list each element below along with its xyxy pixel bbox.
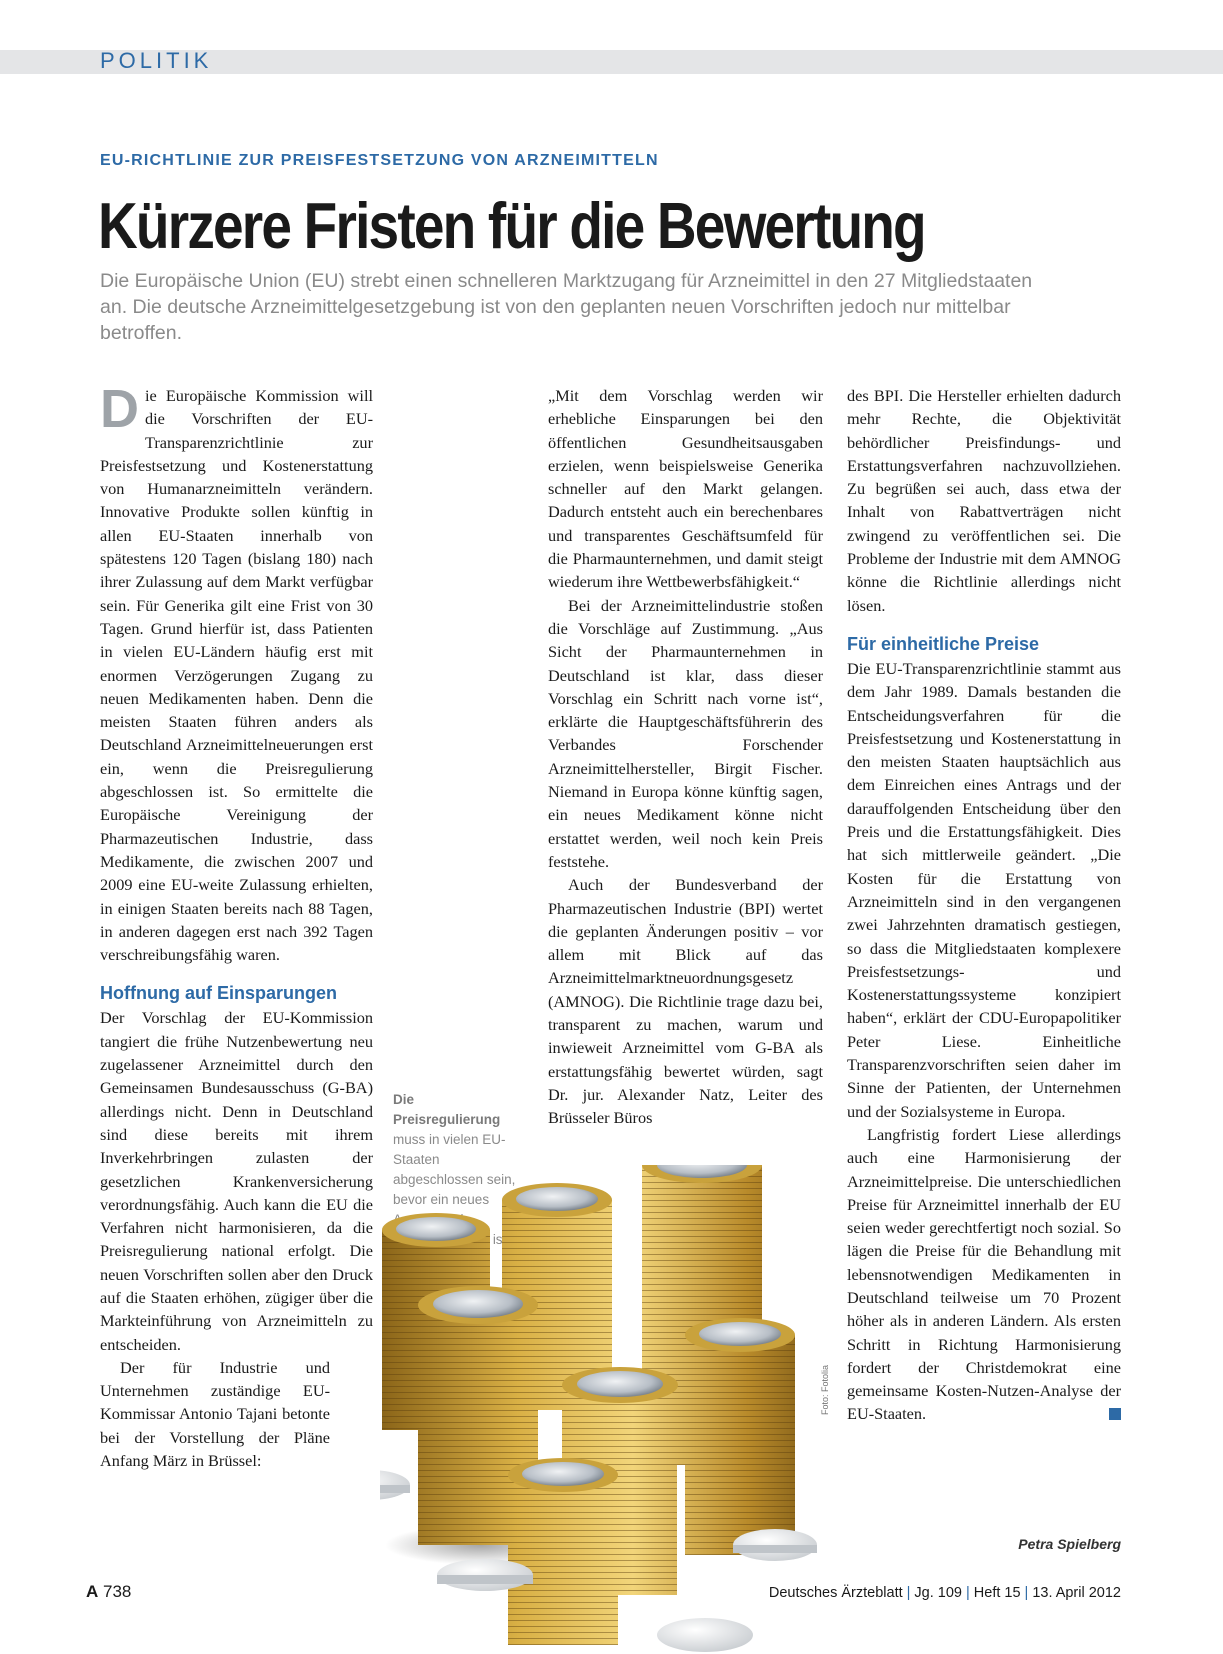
caption-rest: muss in vielen EU-Staaten abgeschlossen sein, bevor ein neues ist.: [393, 1132, 516, 1247]
column3-paragraph-3-text: Langfristig fordert Liese allerdings auch eine Harmonisierung der Arzneimittelpreise. Die unterschiedlichen Preise für Arzneimittel innerhalb der EU seien weder gerechtfertigt noch sozial. So lägen die Preise für die Behandlung mit lebensnotwendigen Medikamenten in Deutschland teilweise um 70 Prozent höher als in anderen Ländern. Als ersten Schritt in Richtung Harmonisierung fordert der Christdemokrat eine gemeinsame Kosten-Nutzen-Analyse der EU-Staaten.: [847, 1124, 1121, 1424]
footer-separator: |: [1024, 1585, 1029, 1601]
text-column-2: [548, 384, 823, 1130]
footer-issue: Heft 15: [973, 1585, 1021, 1601]
subheading-hoffnung: Hoffnung auf Einsparungen: [100, 983, 337, 1004]
column1-paragraph-3: Der für Industrie und Unternehmen zuständige EU-Kommissar Antonio Tajani betonte bei der Vorstellung der Pläne Anfang März in Brüssel:: [100, 1357, 330, 1471]
footer-volume: Jg. 109: [914, 1585, 962, 1601]
page-number: [86, 1582, 131, 1602]
footer-date: 13. April 2012: [1032, 1585, 1121, 1601]
text-column-1: [100, 379, 373, 1472]
text-column-3: [847, 384, 1121, 1426]
footer-separator: |: [966, 1585, 970, 1601]
column2-paragraph-3: Auch der Bundesverband der Pharmazeutischen Industrie (BPI) wertet die geplanten Änderungen positiv – vor allem mit Blick auf das Arzneimittelmarktneuordnungsgesetz (AMNOG). Die Richtlinie trage dazu bei, transparent zu machen, warum und inwieweit Arzneimittel vom G-BA als erstattungsfähig bewertet würden, sagt Dr. jur. Alexander Natz, Leiter des Brüsseler Büros: [548, 875, 823, 1128]
page-number-value: 738: [103, 1582, 132, 1601]
column2-paragraph-1: „Mit dem Vorschlag werden wir erhebliche Einsparungen bei den öffentlichen Gesundheitsausgaben erzielen, wenn beispielsweise Generika schneller auf den Markt gelangen. Dadurch entsteht auch ein berechenbares und transparentes Geschäftsumfeld für die Pharmaunternehmen, und damit steigt wiederum ihre Wettbewerbsfähigkeit.“: [548, 386, 823, 592]
dropcap: D: [100, 379, 139, 439]
pill: [657, 1618, 753, 1652]
column3-paragraph-2: Die EU-Transparenzrichtlinie stammt aus dem Jahr 1989. Damals bestanden die Entscheidungsverfahren für die Preisfestsetzung und Kostenerstattung in den meisten Staaten hauptsächlich aus dem Einreichen eines Antrags und der darauffolgenden Entscheidung über den Preis und die Erstattungsfähigkeit. Dies hat sich mittlerweile geändert. „Die Kosten für die Erstattung von Arzneimitteln sind in den vergangenen zwei Jahrzehnten dramatisch gestiegen, so dass die Mitgliedstaaten komplexere Preisfestsetzungs- und Kostenerstattungssysteme konzipiert haben“, erklärt der CDU-Europapolitiker Peter Liese. Einheitliche Transparenzvorschriften seien daher im Sinne der Patienten, der Unternehmen und der Sozialsysteme in Europa.: [847, 658, 1121, 1121]
column2-paragraph-2: Bei der Arzneimittelindustrie stoßen die Vorschläge auf Zustimmung. „Aus Sicht der Pharmaunternehmen in Deutschland ist klar, dass dieser Vorschlag ein Schritt nach vorne ist“, erklärte die Hauptgeschäftsführerin des Verbandes Forschender Arzneimittelhersteller, Birgit Fischer. Niemand in Europa könne künftig sagen, ein neues Medikament könne nicht erstattet werden, weil noch kein Preis feststehe.: [548, 595, 823, 871]
footer-separator: |: [906, 1585, 911, 1601]
author-name: Petra Spielberg: [1018, 1536, 1121, 1552]
column1-paragraph-1-text: ie Europäische Kommission will die Vorschriften der EU-Transparenzrichtlinie zur Preisfestsetzung und Kostenerstattung von Humanarzneimitteln verändern. Innovative Produkte sollen künftig in allen EU-Staaten innerhalb von spätestens 120 Tagen (bislang 180) nach ihrer Zulassung auf dem Markt verfügbar sein. Für Generika gilt eine Frist von 30 Tagen. Grund hierfür ist, dass Patienten in vielen EU-Ländern häufig erst mit enormen Verzögerungen Zugang zu neuen Medikamenten haben. Denn die meisten Staaten führen anders als Deutschland Arzneimittelneuerungen erst ein, wenn die Preisregulierung abgeschlossen ist. So ermittelte die Europäische Vereinigung der Pharmazeutischen Industrie, dass Medikamente, die zwischen 2007 und 2009 eine EU-weite Zulassung erhielten, in einigen Staaten bereits nach 88 Tagen, in anderen dagegen erst nach 392 Tagen verschreibungsfähig waren.: [100, 386, 373, 965]
page-prefix: A: [86, 1582, 99, 1601]
pill: [437, 1559, 533, 1591]
pill: [733, 1529, 817, 1561]
coin-stack: [508, 1458, 618, 1645]
coins-photo: [380, 1165, 840, 1654]
subheading-preise: Für einheitliche Preise: [847, 633, 1040, 654]
column3-paragraph-1: des BPI. Die Hersteller erhielten dadurch mehr Rechte, die Objektivität behördlicher Preisfindungs- und Erstattungsverfahren nachzuvollziehen. Zu begrüßen sei auch, dass etwa der Inhalt von Rabattverträgen nicht zwingend zu veröffentlichen sei. Die Probleme der Industrie mit dem AMNOG könne die Richtlinie allerdings nicht lösen.: [847, 386, 1121, 615]
end-mark-icon: [1109, 1408, 1121, 1420]
column1-paragraph-2: Der Vorschlag der EU-Kommission tangiert die frühe Nutzenbewertung neu zugelassener Arzneimittel durch den Gemeinsamen Bundesausschuss (G-BA) allerdings nicht. Denn in Deutschland sind diese bereits mit ihrem Inverkehrbringen zulasten der gesetzlichen Krankenversicherung verordnungsfähig. Auch kann die EU die Verfahren nicht harmonisieren, da die Preisregulierung national erfolgt. Die neuen Vorschriften sollen aber den Druck auf die Staaten erhöhen, zügiger über die Markteinführung von Arzneimitteln zu entscheiden.: [100, 1008, 373, 1354]
column1-paragraph-1: [100, 379, 373, 966]
column3-paragraph-3: [847, 1123, 1121, 1426]
coin-stack: [685, 1318, 795, 1555]
pill: [380, 1470, 410, 1500]
footer: [769, 1585, 1121, 1601]
article-lead: Die Europäische Union (EU) strebt einen schnelleren Marktzugang für Arzneimittel in den 27 Mitgliedstaaten an. Die deutsche Arzneimittelgesetzgebung ist von den geplanten neuen Vorschriften jedoch nur mittelbar betroffen.: [100, 270, 1033, 344]
caption-bold: Die Preisregulierung: [393, 1092, 501, 1127]
footer-journal: Deutsches Ärzteblatt: [768, 1585, 903, 1601]
photo-credit: Foto: Fotolia: [820, 1364, 830, 1415]
article-kicker: EU-RICHTLINIE ZUR PREISFESTSETZUNG VON ARZNEIMITTELN: [100, 152, 659, 169]
section-label: POLITIK: [100, 48, 213, 73]
article-headline: Kürzere Fristen für die Bewertung: [98, 189, 925, 263]
